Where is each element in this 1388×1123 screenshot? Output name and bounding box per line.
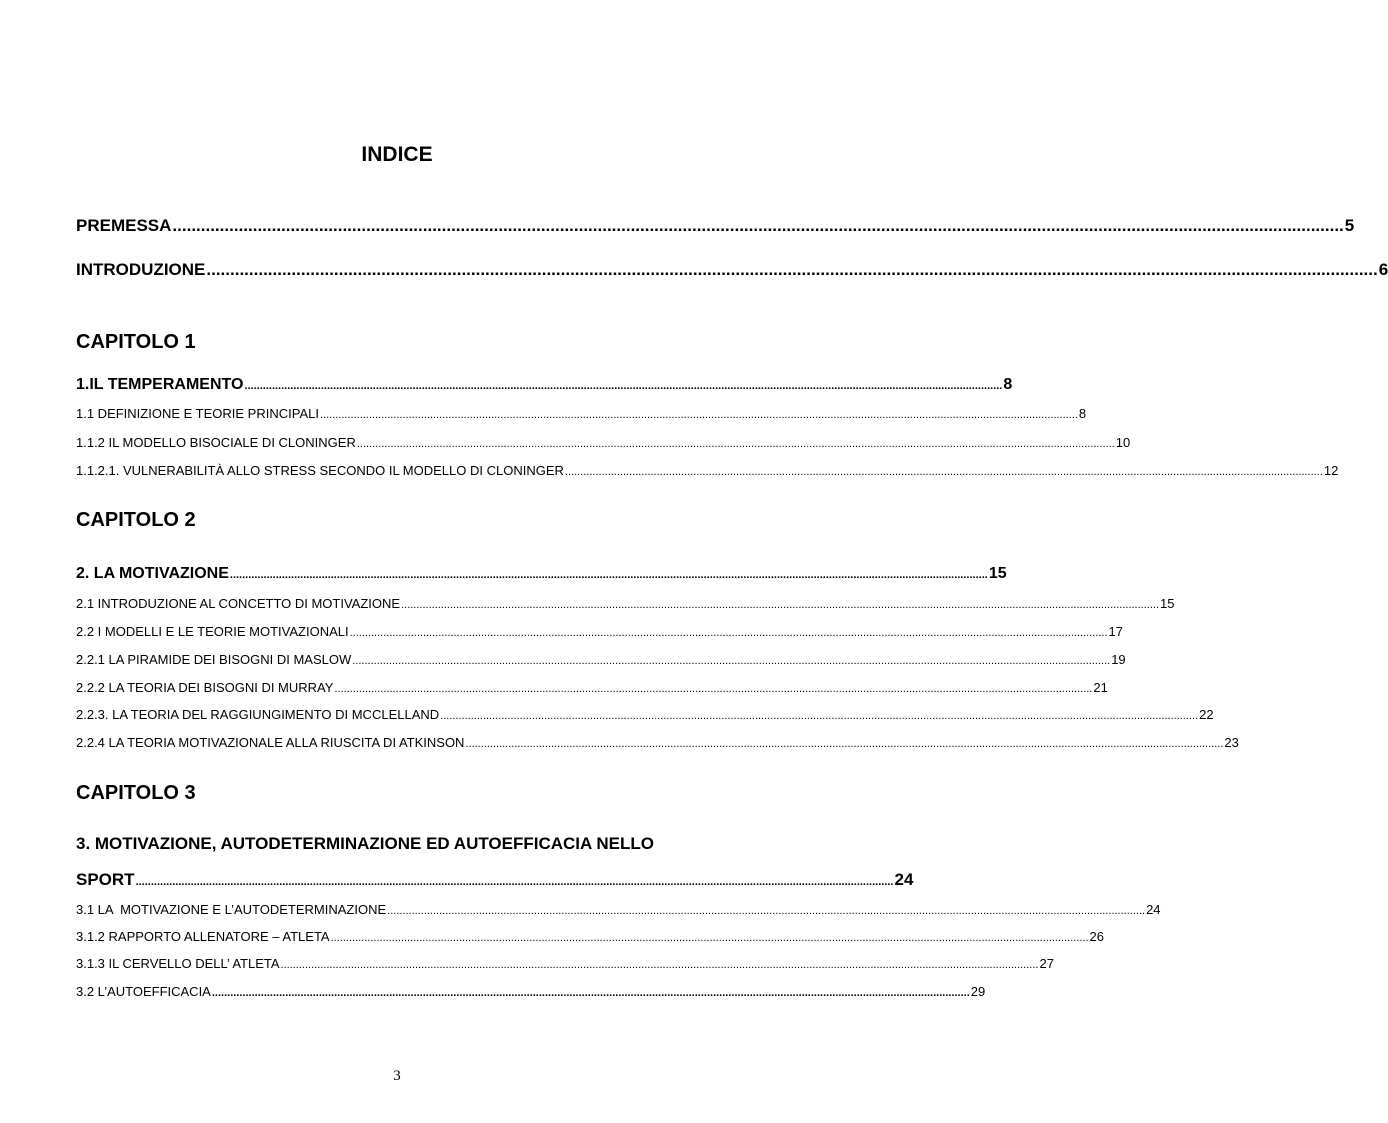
toc-entry-1-1-2-1[interactable] (76, 463, 1339, 478)
toc-entry-2-2-1[interactable] (76, 652, 1126, 667)
toc-label: 2. LA MOTIVAZIONE (76, 565, 229, 582)
toc-label: 2.2 I MODELLI E LE TEORIE MOTIVAZIONALI (76, 624, 349, 639)
toc-entry-temperamento[interactable] (76, 376, 1013, 394)
toc-page: 26 (1089, 929, 1105, 944)
toc-entry-1-1[interactable] (76, 406, 1087, 421)
toc-page: 8 (1003, 376, 1013, 393)
toc-entry-2-2[interactable] (76, 624, 1123, 639)
toc-leader: ........................................................................................................................................................................................................................................................ (280, 959, 1039, 971)
toc-entry-3-2[interactable] (76, 984, 986, 999)
toc-entry-introduzione[interactable] (76, 260, 1388, 280)
toc-leader: ........................................................................................................................................................................................................................................................ (401, 599, 1160, 611)
toc-leader: ........................................................................................................................................................................................................................................................ (387, 905, 1146, 917)
toc-page: 5 (1344, 216, 1355, 235)
toc-page: 17 (1108, 624, 1123, 639)
toc-page: 22 (1199, 707, 1214, 722)
toc-label: PREMESSA (76, 216, 172, 235)
chapter-heading-1: CAPITOLO 1 (76, 331, 196, 353)
toc-label: 1.1.2 IL MODELLO BISOCIALE DI CLONINGER (76, 435, 356, 450)
toc-leader: ........................................................................................................................................................................................................................................................ (206, 260, 1378, 279)
toc-leader: ........................................................................................................................................................................................................................................................ (356, 438, 1115, 450)
toc-label: 3.1 LA MOTIVAZIONE E L’AUTODETERMINAZIONE (76, 902, 387, 917)
toc-leader: ........................................................................................................................................................................................................................................................ (334, 683, 1093, 695)
toc-leader: ........................................................................................................................................................................................................................................................ (172, 216, 1344, 235)
toc-entry-premessa[interactable] (76, 216, 1355, 236)
page-title: INDICE (361, 143, 433, 166)
toc-label: 1.IL TEMPERAMENTO (76, 376, 244, 393)
toc-label: 3.1.3 IL CERVELLO DELL’ ATLETA (76, 956, 280, 971)
toc-entry-2-1[interactable] (76, 596, 1175, 611)
toc-entry-2-2-4[interactable] (76, 735, 1239, 750)
chapter-heading-3: CAPITOLO 3 (76, 782, 196, 804)
toc-page: 10 (1115, 435, 1131, 450)
toc-leader: ........................................................................................................................................................................................................................................................ (330, 932, 1089, 944)
toc-label: 1.1 DEFINIZIONE E TEORIE PRINCIPALI (76, 406, 319, 421)
toc-entry-3-1-3[interactable] (76, 956, 1054, 971)
toc-page: 21 (1093, 680, 1108, 695)
toc-label: 2.2.4 LA TEORIA MOTIVAZIONALE ALLA RIUSCITA DI ATKINSON (76, 735, 465, 750)
toc-leader: ........................................................................................................................................................................................................................................................ (211, 987, 970, 999)
toc-page: 12 (1323, 463, 1339, 478)
toc-page: 29 (970, 984, 986, 999)
toc-leader: ........................................................................................................................................................................................................................................................ (564, 466, 1323, 478)
toc-label: 2.1 INTRODUZIONE AL CONCETTO DI MOTIVAZIONE (76, 596, 401, 611)
toc-leader: ........................................................................................................................................................................................................................................................ (465, 738, 1224, 750)
chapter-heading-2: CAPITOLO 2 (76, 509, 196, 531)
toc-label: SPORT (76, 870, 135, 889)
toc-leader: ........................................................................................................................................................................................................................................................ (349, 627, 1108, 639)
toc-page: 23 (1224, 735, 1239, 750)
toc-label: 3.2 L’AUTOEFFICACIA (76, 984, 211, 999)
toc-label: 2.2.3. LA TEORIA DEL RAGGIUNGIMENTO DI MCCLELLAND (76, 707, 440, 722)
toc-entry-autodeterminazione-line1[interactable]: 3. MOTIVAZIONE, AUTODETERMINAZIONE ED AUTOEFFICACIA NELLO (76, 834, 655, 853)
toc-entry-3-1[interactable] (76, 902, 1161, 917)
toc-page: 19 (1111, 652, 1126, 667)
toc-leader: ........................................................................................................................................................................................................................................................ (440, 710, 1199, 722)
toc-entry-2-2-3[interactable] (76, 707, 1214, 722)
toc-page: 27 (1039, 956, 1054, 971)
toc-leader: ........................................................................................................................................................................................................................................................ (244, 380, 1003, 392)
toc-label: 2.2.1 LA PIRAMIDE DEI BISOGNI DI MASLOW (76, 652, 352, 667)
toc-leader: ........................................................................................................................................................................................................................................................ (135, 876, 894, 888)
toc-leader: ........................................................................................................................................................................................................................................................ (352, 655, 1111, 667)
toc-page: 6 (1378, 260, 1388, 279)
toc-page: 24 (894, 870, 914, 889)
toc-label: INTRODUZIONE (76, 260, 206, 279)
toc-entry-3-1-2[interactable] (76, 929, 1105, 944)
toc-label: 1.1.2.1. VULNERABILITÀ ALLO STRESS SECONDO IL MODELLO DI CLONINGER (76, 463, 564, 478)
toc-entry-autodeterminazione-line2[interactable] (76, 870, 914, 890)
toc-label: 3.1.2 RAPPORTO ALLENATORE – ATLETA (76, 929, 330, 944)
toc-entry-2-2-2[interactable] (76, 680, 1108, 695)
toc-label: 2.2.2 LA TEORIA DEI BISOGNI DI MURRAY (76, 680, 334, 695)
toc-entry-motivazione[interactable] (76, 565, 1007, 583)
page-number: 3 (393, 1068, 401, 1084)
toc-leader: ........................................................................................................................................................................................................................................................ (229, 569, 988, 581)
toc-leader: ........................................................................................................................................................................................................................................................ (319, 409, 1078, 421)
toc-page: 15 (988, 565, 1007, 582)
toc-page: 24 (1146, 902, 1161, 917)
toc-page: 8 (1078, 406, 1087, 421)
toc-entry-1-1-2[interactable] (76, 435, 1131, 450)
toc-page: 15 (1160, 596, 1175, 611)
